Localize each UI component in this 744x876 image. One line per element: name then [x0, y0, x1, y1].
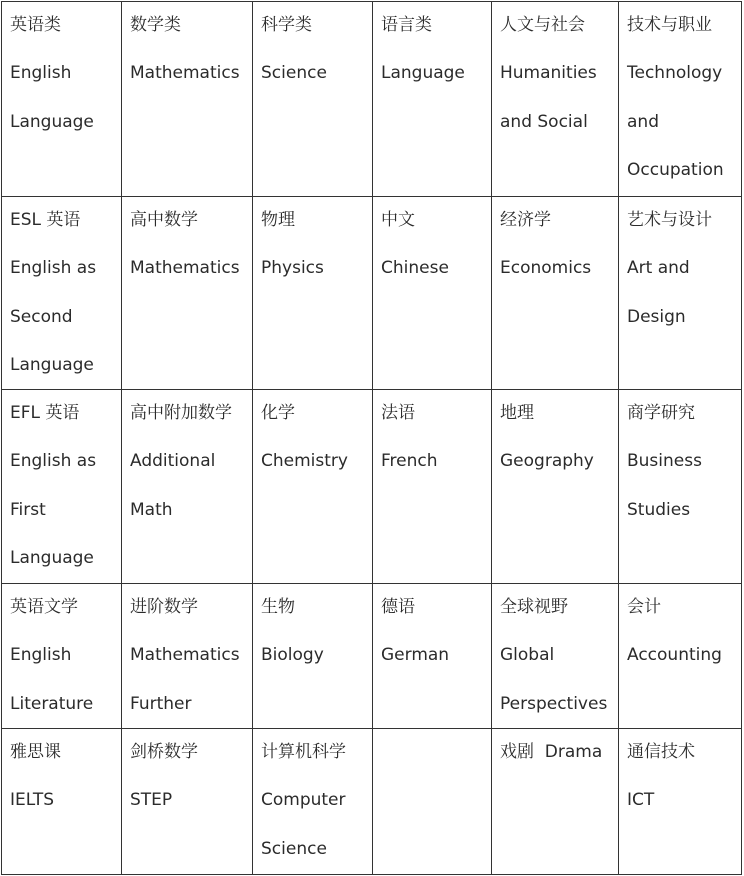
cell-chinese-label: 艺术与设计	[627, 210, 712, 230]
cell-english-label: ICT	[627, 790, 655, 811]
cell-english-label: Global	[500, 645, 555, 666]
cell-chinese-label: 人文与社会	[500, 15, 585, 35]
cell-english-label: Literature	[10, 693, 94, 714]
cell-chinese-label: 生物	[261, 597, 295, 618]
cell-chinese-label: 化学	[261, 403, 295, 424]
table-cell	[122, 729, 253, 875]
cell-english-label: and Social	[500, 111, 588, 132]
cell-english-label: Technology	[627, 63, 723, 84]
cell-english-label: Physics	[261, 258, 324, 279]
cell-english-label: Humanities	[500, 63, 597, 84]
cell-content	[492, 197, 618, 293]
cell-chinese-label: 语言类	[381, 15, 432, 35]
cell-chinese-label: ESL 英语	[10, 210, 81, 230]
table-cell	[253, 197, 373, 390]
cell-chinese-label: 雅思课	[10, 742, 61, 763]
cell-chinese-label: 德语	[381, 597, 415, 618]
cell-english-label: Accounting	[627, 645, 722, 666]
table-cell	[492, 197, 619, 390]
cell-english-label: Science	[261, 838, 327, 859]
cell-english-label: English	[10, 63, 72, 84]
cell-content	[253, 2, 372, 98]
cell-english-label: Language	[381, 63, 465, 84]
table-cell	[619, 729, 742, 875]
cell-chinese-label: 计算机科学	[261, 742, 346, 763]
table-cell	[373, 390, 492, 584]
table-row	[2, 729, 742, 875]
table-cell	[2, 390, 122, 584]
table-cell	[2, 197, 122, 390]
table-cell	[122, 2, 253, 197]
cell-english-label: STEP	[130, 790, 173, 811]
table-cell	[2, 584, 122, 729]
cell-english-label: Geography	[500, 451, 594, 472]
cell-english-label: Further	[130, 693, 192, 714]
cell-chinese-label: 英语类	[10, 15, 61, 35]
table-row	[2, 197, 742, 390]
cell-english-label: Perspectives	[500, 693, 608, 714]
cell-chinese-label: 物理	[261, 210, 295, 230]
cell-content	[253, 729, 372, 873]
table-cell	[619, 2, 742, 197]
cell-english-label: Occupation	[627, 159, 724, 180]
table-cell	[619, 390, 742, 584]
cell-content	[619, 197, 741, 341]
cell-content	[253, 584, 372, 680]
table-cell	[2, 2, 122, 197]
cell-content	[2, 197, 121, 390]
cell-content	[619, 390, 741, 534]
cell-content	[122, 584, 252, 728]
cell-chinese-label: 会计	[627, 597, 661, 618]
cell-content	[373, 197, 491, 293]
cell-english-label: Math	[130, 499, 173, 520]
cell-content	[492, 2, 618, 146]
cell-english-label: German	[381, 645, 450, 666]
cell-english-label: Studies	[627, 499, 691, 520]
cell-content	[492, 390, 618, 486]
table-cell	[373, 584, 492, 729]
cell-chinese-label: 中文	[381, 210, 415, 230]
cell-chinese-label: 高中数学	[130, 210, 198, 230]
cell-english-label: Chemistry	[261, 451, 348, 472]
table-cell	[492, 390, 619, 584]
cell-english-label: English	[10, 645, 72, 666]
cell-chinese-label: 数学类	[130, 15, 181, 35]
cell-content	[122, 2, 252, 98]
cell-english-label: Chinese	[381, 258, 449, 279]
cell-content	[492, 729, 618, 777]
cell-chinese-label: 法语	[381, 403, 415, 424]
cell-chinese-label: 剑桥数学	[130, 742, 198, 763]
table-cell	[373, 729, 492, 875]
table-cell	[253, 729, 373, 875]
cell-english-label: IELTS	[10, 790, 55, 811]
cell-content	[122, 729, 252, 825]
table-row	[2, 584, 742, 729]
table-cell	[122, 390, 253, 584]
cell-chinese-label: 通信技术	[627, 742, 695, 763]
cell-english-label: Computer	[261, 790, 346, 811]
cell-content	[373, 390, 491, 486]
cell-content	[492, 584, 618, 728]
cell-english-label: French	[381, 451, 438, 472]
course-table-body	[2, 2, 742, 875]
cell-chinese-label: 技术与职业	[627, 15, 712, 35]
table-row	[2, 2, 742, 197]
table-cell	[253, 2, 373, 197]
cell-english-label: English as	[10, 258, 97, 279]
cell-english-label: Science	[261, 63, 327, 84]
cell-content	[619, 729, 741, 825]
cell-english-label: Economics	[500, 258, 592, 279]
cell-chinese-label: 商学研究	[627, 403, 695, 424]
cell-content	[2, 584, 121, 728]
cell-english-label: Business	[627, 451, 702, 472]
cell-english-label: Mathematics	[130, 645, 240, 666]
cell-chinese-label: 戏剧 Drama	[500, 742, 603, 763]
cell-english-label: Second	[10, 306, 73, 327]
cell-content	[253, 197, 372, 293]
table-cell	[2, 729, 122, 875]
table-cell	[253, 390, 373, 584]
cell-content	[122, 197, 252, 293]
cell-content	[619, 2, 741, 195]
cell-content	[2, 390, 121, 583]
cell-english-label: Art and	[627, 258, 690, 279]
table-cell	[373, 2, 492, 197]
cell-english-label: Language	[10, 548, 94, 569]
cell-content	[253, 390, 372, 486]
cell-english-label: Biology	[261, 645, 324, 666]
cell-chinese-label: EFL 英语	[10, 403, 80, 424]
table-cell	[122, 197, 253, 390]
cell-english-label: and	[627, 111, 659, 132]
table-cell	[492, 584, 619, 729]
cell-english-label: Mathematics	[130, 258, 240, 279]
cell-english-label: English as	[10, 451, 97, 472]
cell-english-label: Language	[10, 354, 94, 375]
cell-chinese-label: 经济学	[500, 210, 551, 230]
cell-content	[2, 2, 121, 146]
cell-chinese-label: 科学类	[261, 15, 312, 35]
cell-english-label: Additional	[130, 451, 216, 472]
cell-chinese-label: 英语文学	[10, 597, 78, 618]
cell-content	[122, 390, 252, 534]
cell-content	[2, 729, 121, 825]
cell-english-label: Mathematics	[130, 63, 240, 84]
table-cell	[253, 584, 373, 729]
cell-content	[619, 584, 741, 680]
cell-english-label: First	[10, 499, 46, 520]
cell-chinese-label: 高中附加数学	[130, 403, 232, 424]
cell-english-label: Design	[627, 306, 686, 327]
cell-chinese-label: 进阶数学	[130, 597, 198, 618]
course-table	[1, 1, 742, 875]
table-row	[2, 390, 742, 584]
cell-chinese-label: 全球视野	[500, 597, 568, 618]
table-cell	[619, 197, 742, 390]
table-cell	[373, 197, 492, 390]
cell-chinese-label: 地理	[500, 403, 534, 424]
table-cell	[122, 584, 253, 729]
table-cell	[492, 2, 619, 197]
table-cell	[619, 584, 742, 729]
cell-content	[373, 584, 491, 680]
cell-content	[373, 2, 491, 98]
table-cell	[492, 729, 619, 875]
cell-english-label: Language	[10, 111, 94, 132]
